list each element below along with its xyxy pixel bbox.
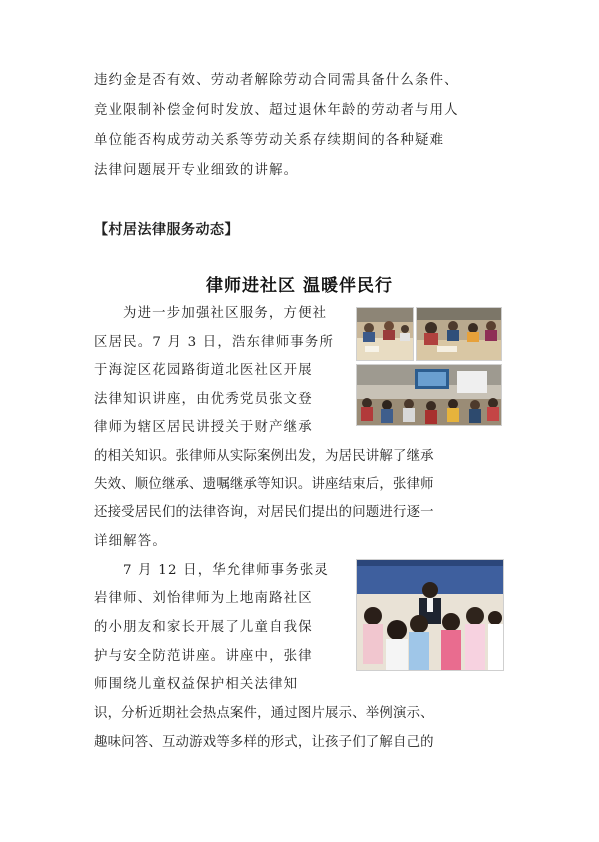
para2-line-1: 7 月 12 日，华允律师事务张灵 (123, 563, 330, 578)
para1-line-2: 区居民。7 月 3 日，浩东律师事务所 (94, 335, 335, 350)
para1-line-6: 的相关知识。张律师从实际案例出发，为居民讲解了继承 (94, 449, 434, 464)
intro-line-1: 违约金是否有效、劳动者解除劳动合同需具备什么条件、 (94, 73, 459, 88)
para2-line-6: 识，分析近期社会热点案件，通过图片展示、举例演示、 (94, 706, 434, 721)
children-lecture-photo (356, 559, 504, 671)
intro-line-3: 单位能否构成劳动关系等劳动关系存续期间的各种疑难 (94, 133, 445, 148)
para2-line-2: 岩律师、刘怡律师为上地南路社区 (94, 591, 313, 606)
para2-line-4: 护与安全防范讲座。讲座中，张律 (94, 649, 313, 664)
para1-line-1: 为进一步加强社区服务，方便社 (123, 306, 328, 321)
intro-line-4: 法律问题展开专业细致的讲解。 (94, 163, 299, 178)
para1-line-4: 法律知识讲座，由优秀党员张文登 (94, 392, 313, 407)
seminar-photo-3 (356, 364, 502, 426)
seminar-photo-1 (356, 307, 414, 361)
section-heading: 【村居法律服务动态】 (94, 222, 239, 238)
seminar-photo-2 (416, 307, 502, 361)
para1-line-7: 失效、顺位继承、遗嘱继承等知识。讲座结束后，张律师 (94, 477, 434, 492)
intro-line-2: 竞业限制补偿金何时发放、超过退休年龄的劳动者与用人 (94, 103, 459, 118)
para1-line-9: 详细解答。 (94, 534, 167, 549)
para2-line-3: 的小朋友和家长开展了儿童自我保 (94, 620, 313, 635)
para2-line-7: 趣味问答、互动游戏等多样的形式，让孩子们了解自己的 (94, 735, 434, 750)
para1-line-8: 还接受居民们的法律咨询，对居民们提出的问题进行逐一 (94, 505, 434, 520)
article-title: 律师进社区 温暖伴民行 (206, 276, 393, 296)
para1-line-5: 律师为辖区居民讲授关于财产继承 (94, 420, 313, 435)
para2-line-5: 师围绕儿童权益保护相关法律知 (94, 677, 299, 692)
para1-line-3: 于海淀区花园路街道北医社区开展 (94, 363, 313, 378)
